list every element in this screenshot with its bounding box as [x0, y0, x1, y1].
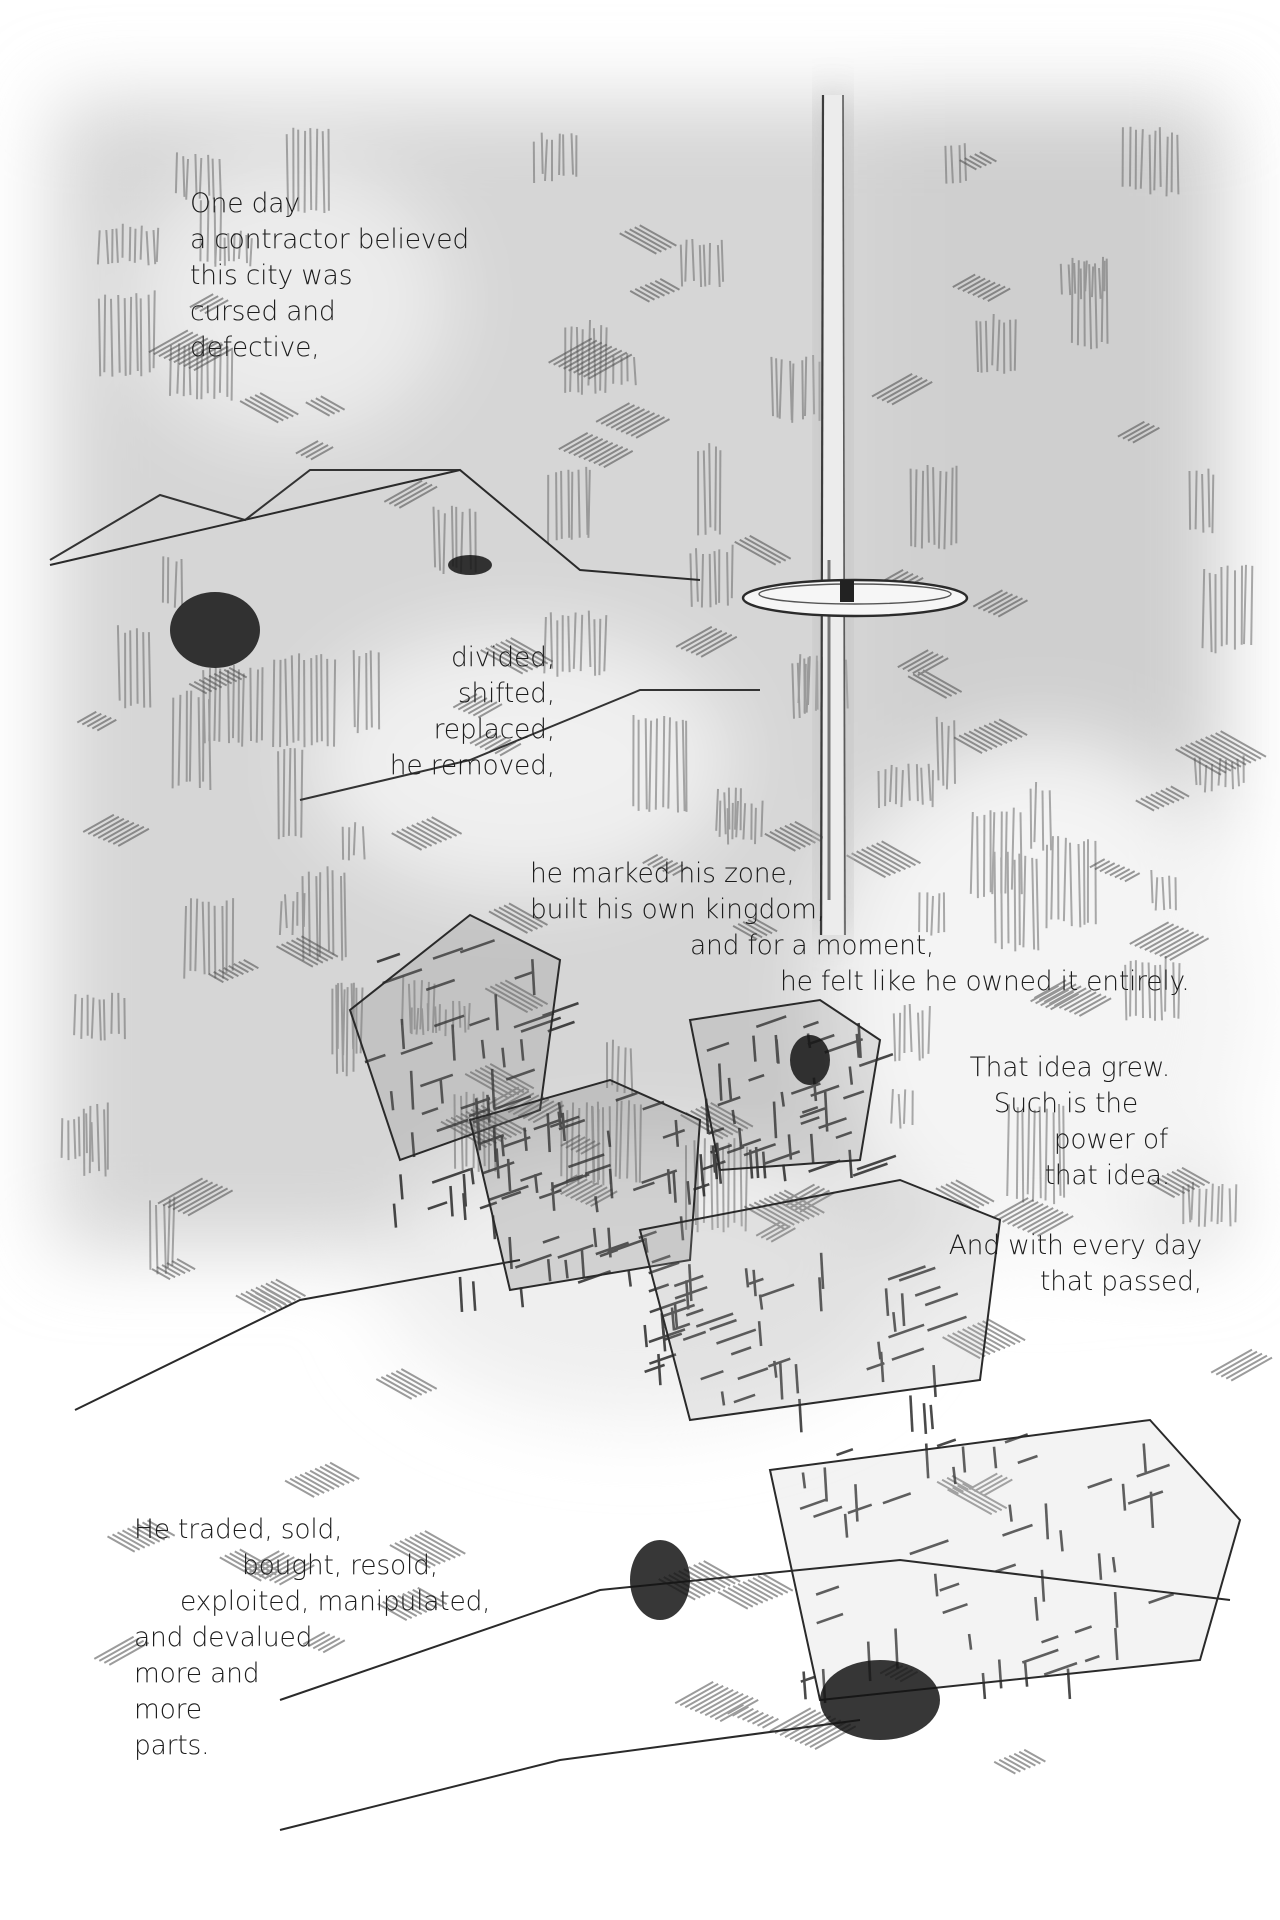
- caption-idea: [900, 1050, 1170, 1194]
- caption-line: he removed,: [389, 750, 555, 781]
- caption-actions: [330, 640, 555, 784]
- caption-line: He traded, sold,: [134, 1514, 343, 1545]
- caption-line: divided,: [451, 642, 555, 673]
- caption-line: And with every day: [948, 1230, 1202, 1261]
- caption-line: more: [134, 1694, 202, 1725]
- observation-ring: [743, 580, 967, 616]
- caption-line: defective,: [190, 332, 320, 363]
- caption-line: bought, resold,: [242, 1550, 439, 1581]
- caption-trading: [134, 1512, 490, 1764]
- caption-line: this city was: [190, 260, 353, 291]
- caption-line: Such is the: [993, 1088, 1138, 1119]
- caption-line: and devalued: [134, 1622, 313, 1653]
- caption-line: power of: [1053, 1124, 1168, 1155]
- caption-every-day: [900, 1228, 1202, 1300]
- caption-kingdom: [530, 856, 1189, 1000]
- caption-line: and for a moment,: [690, 930, 935, 961]
- caption-line: he marked his zone,: [530, 858, 795, 889]
- caption-line: built his own kingdom,: [530, 894, 825, 925]
- caption-line: more and: [134, 1658, 260, 1689]
- caption-line: parts.: [134, 1730, 210, 1761]
- caption-line: that passed,: [1039, 1266, 1202, 1297]
- caption-line: cursed and: [190, 296, 336, 327]
- caption-line: One day: [190, 188, 300, 219]
- caption-line: a contractor believed: [190, 224, 470, 255]
- caption-opening: [190, 186, 469, 366]
- caption-line: he felt like he owned it entirely.: [780, 966, 1190, 997]
- caption-line: shifted,: [457, 678, 555, 709]
- caption-line: replaced,: [433, 714, 555, 745]
- caption-line: that idea.: [1044, 1160, 1170, 1191]
- caption-line: exploited, manipulated,: [180, 1586, 491, 1617]
- caption-line: That idea grew.: [969, 1052, 1170, 1083]
